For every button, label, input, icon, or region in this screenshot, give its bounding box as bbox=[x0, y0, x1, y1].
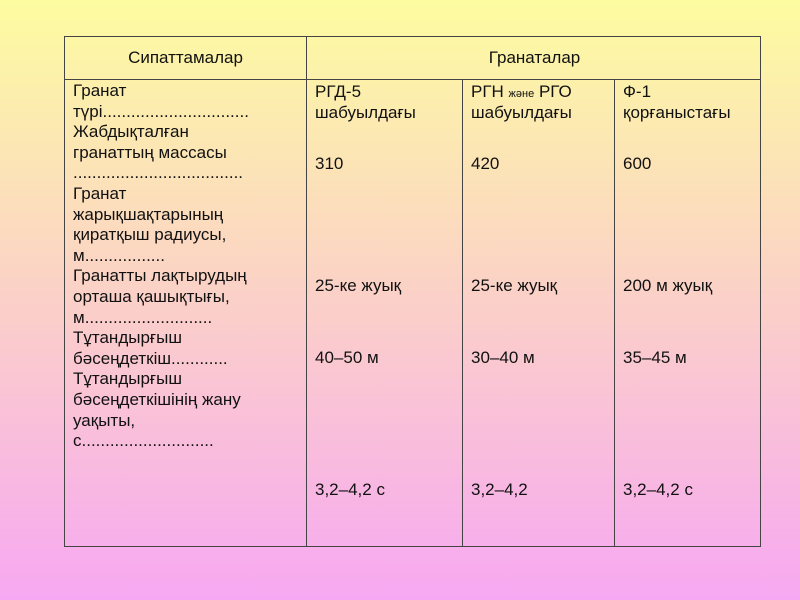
description-line: Тұтандырғыш bbox=[73, 369, 182, 389]
rgn-rgo-fuse-time: 3,2–4,2 bbox=[471, 480, 528, 499]
rgd5-type-line1: РГД-5 bbox=[315, 82, 362, 101]
description-line: қиратқыш радиусы, bbox=[73, 225, 227, 245]
description-line: орташа қашықтығы, bbox=[73, 286, 230, 306]
description-line: түрі............................... bbox=[73, 101, 249, 121]
f1-type-line1: Ф-1 bbox=[623, 82, 652, 101]
rgd5-mass: 310 bbox=[315, 154, 344, 173]
description-line: .................................... bbox=[73, 163, 244, 183]
f1-mass: 600 bbox=[623, 154, 652, 173]
and-label: және bbox=[508, 88, 535, 100]
f1-fuse-time: 3,2–4,2 с bbox=[623, 480, 693, 499]
f1-radius: 200 м жуық bbox=[623, 276, 713, 295]
grenade-characteristics-table bbox=[64, 36, 761, 547]
description-line: Гранат bbox=[73, 183, 127, 203]
rgd5-fuse-time: 3,2–4,2 с bbox=[315, 480, 385, 499]
rgn-rgo-mass: 420 bbox=[471, 154, 500, 173]
rgd5-distance: 40–50 м bbox=[315, 348, 379, 367]
description-line: бәсеңдеткіш............ bbox=[73, 348, 228, 368]
rgn-rgo-cell bbox=[463, 79, 615, 546]
description-line: с............................ bbox=[73, 431, 214, 451]
description-line: Жабдықталған bbox=[73, 122, 189, 142]
description-text bbox=[73, 81, 305, 452]
rgd5-radius: 25-ке жуық bbox=[315, 276, 402, 295]
description-line: жарықшақтарының bbox=[73, 204, 224, 224]
description-line: Тұтандырғыш bbox=[73, 328, 182, 348]
rgn-rgo-distance: 30–40 м bbox=[471, 348, 535, 367]
f1-cell bbox=[615, 79, 762, 546]
description-line: бәсеңдеткішінің жану bbox=[73, 389, 241, 409]
rgn-rgo-type-line2: шабуылдағы bbox=[471, 103, 572, 122]
description-line: Гранатты лақтырудың bbox=[73, 266, 247, 286]
rgd5-type-line2: шабуылдағы bbox=[315, 103, 416, 122]
description-line: м................. bbox=[73, 245, 165, 265]
rgd5-cell bbox=[307, 79, 463, 546]
description-cell bbox=[65, 79, 307, 546]
f1-distance: 35–45 м bbox=[623, 348, 687, 367]
description-line: уақыты, bbox=[73, 410, 136, 430]
rgo-label: РГО bbox=[534, 82, 572, 101]
description-line: м........................... bbox=[73, 307, 213, 327]
header-characteristics: Сипаттамалар bbox=[65, 37, 307, 79]
f1-type-line2: қорғаныстағы bbox=[623, 103, 731, 122]
rgn-rgo-radius: 25-ке жуық bbox=[471, 276, 558, 295]
table-header-row bbox=[65, 37, 760, 80]
rgn-label: РГН bbox=[471, 82, 509, 101]
description-line: гранаттың массасы bbox=[73, 142, 227, 162]
description-line: Гранат bbox=[73, 81, 127, 100]
header-grenades: Гранаталар bbox=[488, 48, 581, 67]
